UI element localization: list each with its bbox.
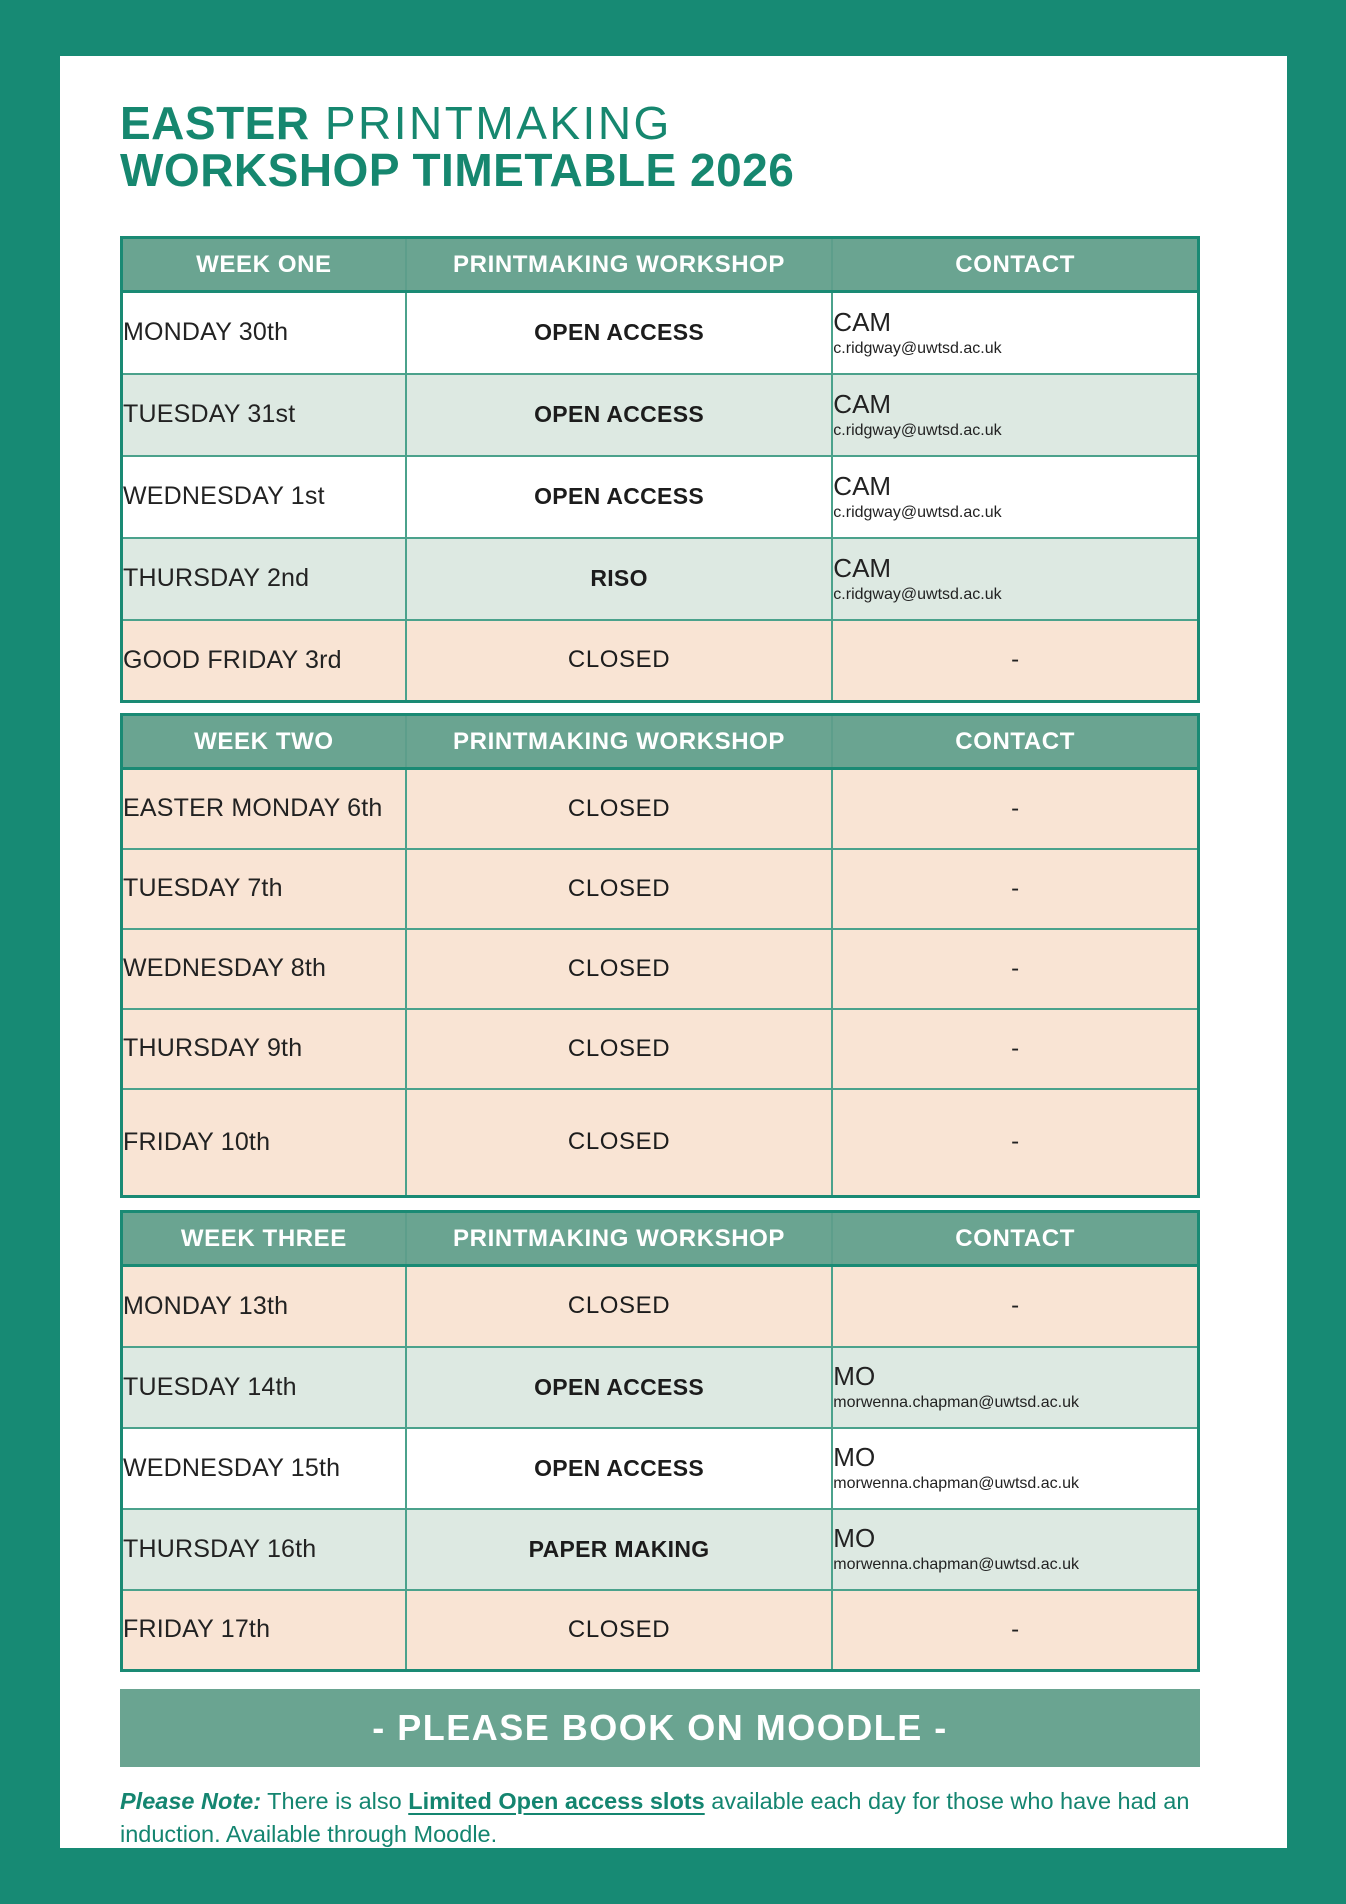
workshop-cell: CLOSED	[406, 1590, 832, 1671]
day-cell: THURSDAY 16th	[122, 1509, 406, 1590]
day-cell: GOOD FRIDAY 3rd	[122, 620, 406, 702]
timetable-week-two	[120, 713, 1200, 1198]
contact-email: c.ridgway@uwtsd.ac.uk	[833, 503, 1002, 521]
table-row	[122, 1009, 1199, 1089]
title-line1-rest: PRINTMAKING	[309, 97, 672, 149]
header-cell: PRINTMAKING WORKSHOP	[406, 238, 832, 292]
timetable-week-three	[120, 1210, 1200, 1672]
table-row	[122, 292, 1199, 374]
workshop-cell: CLOSED	[406, 1009, 832, 1089]
page-title	[120, 97, 1287, 196]
contact-dash: -	[1011, 794, 1020, 822]
contact-email: morwenna.chapman@uwtsd.ac.uk	[833, 1556, 1079, 1573]
contact-cell	[832, 1347, 1198, 1428]
workshop-cell: RISO	[406, 538, 832, 620]
day-cell: MONDAY 13th	[122, 1266, 406, 1347]
contact-cell	[832, 769, 1198, 849]
workshop-cell: CLOSED	[406, 929, 832, 1009]
timetable-header-row	[122, 1212, 1199, 1266]
contact-cell	[832, 1089, 1198, 1197]
contact-dash: -	[1011, 1615, 1020, 1643]
contact-name: CAM	[833, 552, 892, 583]
contact-cell	[832, 1509, 1198, 1590]
contact-dash: -	[1011, 1128, 1020, 1156]
day-cell: TUESDAY 31st	[122, 374, 406, 456]
day-cell: EASTER MONDAY 6th	[122, 769, 406, 849]
timetable-week-one	[120, 236, 1200, 703]
contact-dash: -	[1011, 954, 1020, 982]
day-cell: WEDNESDAY 8th	[122, 929, 406, 1009]
workshop-cell: CLOSED	[406, 1266, 832, 1347]
contact-cell	[832, 1009, 1198, 1089]
moodle-banner-text: - PLEASE BOOK ON MOODLE -	[372, 1707, 948, 1748]
contact-cell	[832, 1266, 1198, 1347]
table-row	[122, 1347, 1199, 1428]
day-cell: TUESDAY 7th	[122, 849, 406, 929]
header-cell: PRINTMAKING WORKSHOP	[406, 715, 832, 769]
note-prefix: Please Note:	[120, 1788, 262, 1814]
title-line1-emphasis: EASTER	[120, 97, 310, 149]
day-cell: THURSDAY 9th	[122, 1009, 406, 1089]
contact-cell	[832, 1428, 1198, 1509]
workshop-cell: OPEN ACCESS	[406, 292, 832, 374]
workshop-cell: OPEN ACCESS	[406, 1347, 832, 1428]
contact-name: MO	[833, 1442, 876, 1472]
table-row	[122, 929, 1199, 1009]
header-cell: CONTACT	[832, 715, 1198, 769]
contact-name: CAM	[833, 306, 892, 337]
table-row	[122, 456, 1199, 538]
table-row	[122, 1590, 1199, 1671]
workshop-cell: OPEN ACCESS	[406, 374, 832, 456]
table-row	[122, 374, 1199, 456]
note-emphasis: Limited Open access slots	[408, 1788, 705, 1814]
contact-dash: -	[1011, 1292, 1020, 1320]
day-cell: WEDNESDAY 1st	[122, 456, 406, 538]
header-cell: WEEK ONE	[122, 238, 406, 292]
day-cell: FRIDAY 10th	[122, 1089, 406, 1197]
contact-name: CAM	[833, 470, 892, 501]
contact-cell	[832, 456, 1198, 538]
contact-cell	[832, 620, 1198, 702]
table-row	[122, 538, 1199, 620]
contact-name: CAM	[833, 388, 892, 419]
contact-email: c.ridgway@uwtsd.ac.uk	[833, 339, 1002, 357]
header-cell: CONTACT	[832, 238, 1198, 292]
table-row	[122, 1428, 1199, 1509]
contact-cell	[832, 1590, 1198, 1671]
note-suffix: available each day for those who have had an induction. Available through Moodle.	[120, 1788, 1190, 1847]
contact-dash: -	[1011, 646, 1020, 674]
footer-note	[120, 1785, 1220, 1851]
contact-cell	[832, 292, 1198, 374]
contact-dash: -	[1011, 874, 1020, 902]
contact-cell	[832, 929, 1198, 1009]
header-cell: WEEK THREE	[122, 1212, 406, 1266]
header-cell: CONTACT	[832, 1212, 1198, 1266]
workshop-cell: CLOSED	[406, 849, 832, 929]
note-mid: There is also	[261, 1788, 409, 1814]
contact-cell	[832, 538, 1198, 620]
header-cell: WEEK TWO	[122, 715, 406, 769]
title-line1	[120, 97, 1287, 149]
day-cell: MONDAY 30th	[122, 292, 406, 374]
contact-cell	[832, 849, 1198, 929]
workshop-cell: OPEN ACCESS	[406, 1428, 832, 1509]
timetables-container	[120, 236, 1287, 1672]
table-row	[122, 849, 1199, 929]
moodle-banner	[120, 1689, 1200, 1767]
workshop-cell: CLOSED	[406, 1089, 832, 1197]
table-row	[122, 1089, 1199, 1197]
day-cell: WEDNESDAY 15th	[122, 1428, 406, 1509]
table-row	[122, 769, 1199, 849]
title-line2: WORKSHOP TIMETABLE 2026	[120, 144, 795, 196]
workshop-cell: OPEN ACCESS	[406, 456, 832, 538]
workshop-cell: CLOSED	[406, 620, 832, 702]
contact-cell	[832, 374, 1198, 456]
day-cell: TUESDAY 14th	[122, 1347, 406, 1428]
table-row	[122, 620, 1199, 702]
timetable-header-row	[122, 715, 1199, 769]
table-row	[122, 1266, 1199, 1347]
contact-email: morwenna.chapman@uwtsd.ac.uk	[833, 1475, 1079, 1492]
contact-dash: -	[1011, 1034, 1020, 1062]
contact-name: MO	[833, 1361, 876, 1391]
contact-email: c.ridgway@uwtsd.ac.uk	[833, 421, 1002, 439]
header-cell: PRINTMAKING WORKSHOP	[406, 1212, 832, 1266]
contact-email: morwenna.chapman@uwtsd.ac.uk	[833, 1394, 1079, 1411]
day-cell: FRIDAY 17th	[122, 1590, 406, 1671]
timetable-header-row	[122, 238, 1199, 292]
workshop-cell: CLOSED	[406, 769, 832, 849]
table-row	[122, 1509, 1199, 1590]
contact-email: c.ridgway@uwtsd.ac.uk	[833, 585, 1002, 603]
day-cell: THURSDAY 2nd	[122, 538, 406, 620]
workshop-cell: PAPER MAKING	[406, 1509, 832, 1590]
contact-name: MO	[833, 1523, 876, 1553]
poster-page	[60, 56, 1287, 1848]
